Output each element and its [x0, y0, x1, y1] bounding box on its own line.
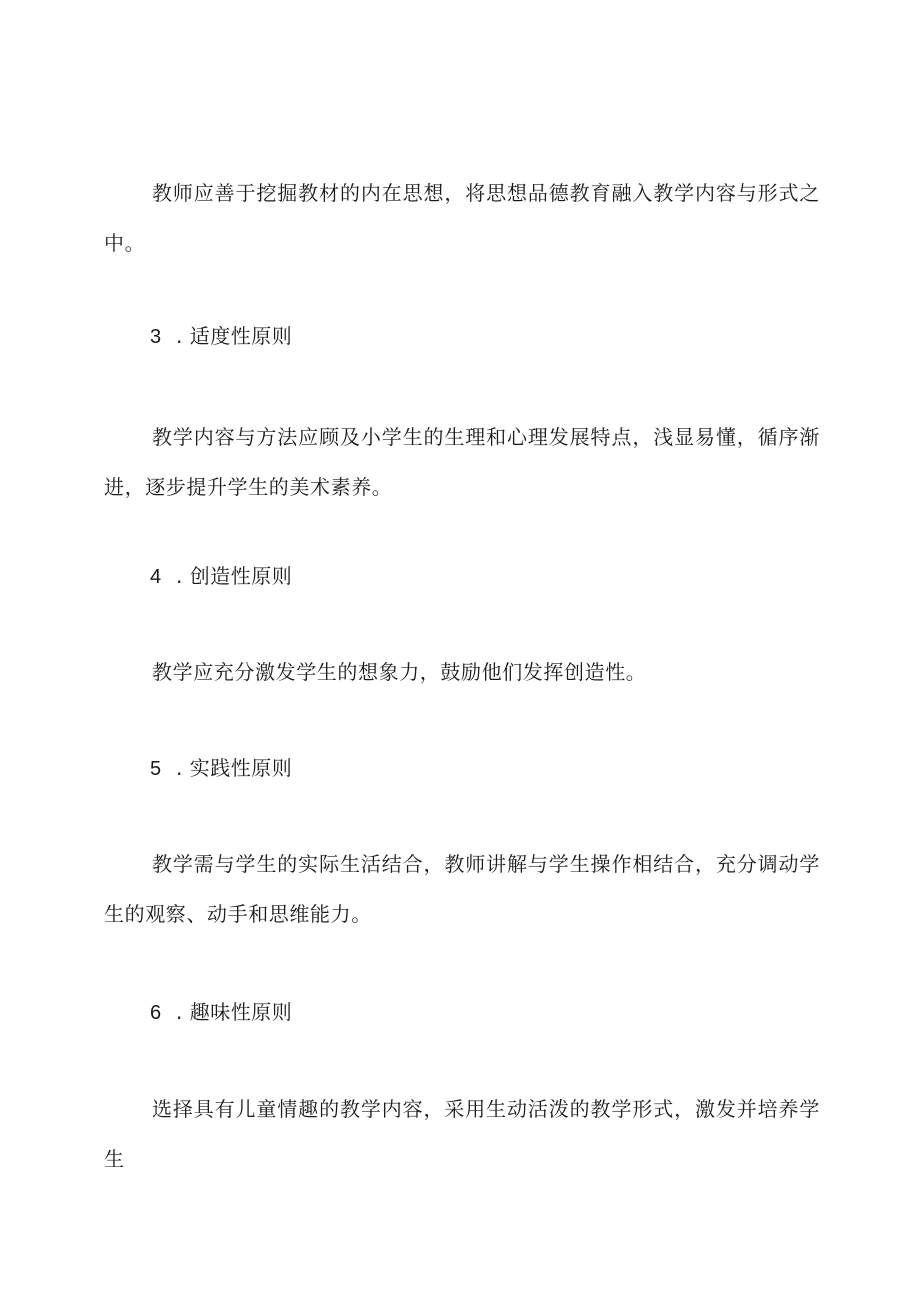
heading-interest-principle	[150, 997, 292, 1028]
heading-text: . 适度性原则	[176, 324, 293, 348]
heading-number: 6	[150, 1002, 162, 1024]
heading-creativity-principle	[150, 561, 292, 592]
paragraph-interest: 选择具有儿童情趣的教学内容，采用生动活泼的教学形式，激发并培养学生	[104, 1097, 820, 1171]
heading-practice-principle	[150, 753, 292, 784]
heading-text: . 趣味性原则	[176, 1000, 293, 1024]
heading-number: 4	[150, 566, 162, 588]
heading-text: . 创造性原则	[176, 564, 293, 588]
heading-appropriateness-principle	[150, 321, 292, 352]
paragraph-moral-education: 教师应善于挖掘教材的内在思想，将思想品德教育融入教学内容与形式之中。	[104, 181, 820, 255]
paragraph-creativity: 教学应充分激发学生的想象力，鼓励他们发挥创造性。	[152, 660, 647, 684]
heading-text: . 实践性原则	[176, 756, 293, 780]
paragraph-practice: 教学需与学生的实际生活结合，教师讲解与学生操作相结合，充分调动学生的观察、动手和思维能力。	[104, 852, 820, 926]
heading-number: 3	[150, 326, 162, 348]
paragraph-appropriateness: 教学内容与方法应顾及小学生的生理和心理发展特点，浅显易懂，循序渐进，逐步提升学生的美术素养。	[104, 425, 820, 499]
heading-number: 5	[150, 758, 162, 780]
